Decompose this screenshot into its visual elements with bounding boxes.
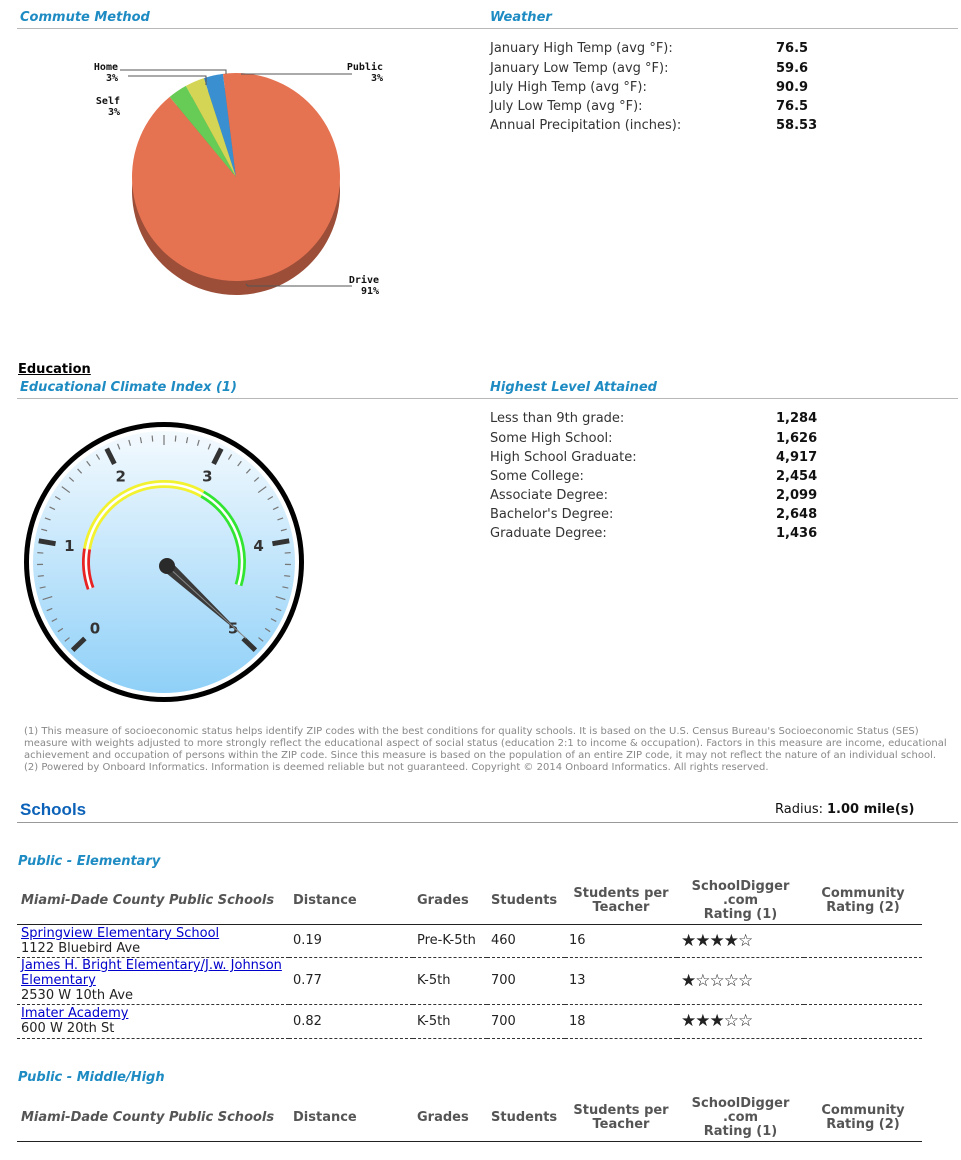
schooldigger-rating-header: SchoolDigger .com Rating (1) — [691, 878, 790, 922]
school-address: 600 W 20th St — [21, 1021, 115, 1036]
school-link[interactable]: Springview Elementary School — [21, 925, 220, 941]
gauge-minor-tick — [38, 576, 44, 577]
climate-index-title: Educational Climate Index (1) — [20, 380, 237, 395]
middle-high-table — [17, 1095, 922, 1142]
education-level-value: 1,626 — [776, 431, 818, 446]
education-level-label: High School Graduate: — [490, 450, 637, 465]
weather-label: January High Temp (avg °F): — [490, 41, 673, 56]
weather-value: 59.6 — [776, 61, 809, 76]
pie-label-self: Self 3% — [95, 96, 120, 118]
elementary-table — [17, 878, 922, 1039]
gauge-label: 0 — [89, 619, 101, 638]
school-cell — [17, 1004, 289, 1038]
students-per-teacher-header: Students per Teacher — [573, 1102, 669, 1132]
radius-info — [775, 802, 914, 817]
education-level-value: 4,917 — [776, 450, 818, 465]
students-header: Students — [491, 1110, 558, 1126]
education-level-value: 1,436 — [776, 526, 818, 541]
pie-label-drive: Drive 91% — [348, 275, 379, 297]
district-header: Miami-Dade County Public Schools — [21, 1110, 275, 1126]
star-rating: ★☆☆☆☆ — [681, 970, 753, 991]
schools-title: Schools — [20, 800, 87, 819]
weather-label: January Low Temp (avg °F): — [490, 61, 669, 76]
table-header-row — [17, 1095, 922, 1141]
gauge-major-tick — [39, 541, 56, 544]
weather-label: July High Temp (avg °F): — [490, 80, 647, 95]
gauge-minor-tick — [152, 436, 153, 442]
footnote-1: (1) This measure of socioeconomic status helps identify ZIP codes with the best conditions for quality schools. It is based on the U.S. Census Bureau's Socioeconomic Status (SES) measure with weights adjusted to more strongly reflect the educational aspect of social status (education 2:1 to income & occupation). Factors in this measure are income, educational achievement and occupation of persons within the ZIP code. Since this measure is based on the population of an entire ZIP code, it may not reflect the nature of an individual school. — [24, 726, 947, 761]
education-level-value: 1,284 — [776, 411, 818, 426]
footnote-2: (2) Powered by Onboard Informatics. Information is deemed reliable but not guaranteed. Copyright © 2014 Onboard Informatics. All rights reserved. — [24, 762, 769, 773]
students-header: Students — [491, 893, 558, 909]
distance-cell: 0.19 — [293, 933, 322, 948]
grades-cell: Pre-K-5th — [417, 933, 476, 948]
highest-level-title: Highest Level Attained — [490, 380, 657, 395]
education-level-value: 2,648 — [776, 507, 818, 522]
grades-header: Grades — [417, 1110, 469, 1126]
elementary-title: Public - Elementary — [18, 854, 161, 869]
students-per-teacher-header: Students per Teacher — [573, 885, 669, 915]
pie-label-home: Home 3% — [93, 62, 118, 84]
distance-cell: 0.82 — [293, 1013, 322, 1029]
community-rating-cell — [804, 957, 922, 1004]
gauge-label: 4 — [253, 536, 264, 555]
weather-value: 90.9 — [776, 80, 809, 95]
gauge-hub — [159, 558, 175, 574]
education-level-label: Less than 9th grade: — [490, 411, 625, 426]
education-level-label: Bachelor's Degree: — [490, 507, 614, 522]
education-level-label: Associate Degree: — [490, 488, 609, 503]
distance-header: Distance — [293, 1110, 357, 1126]
gauge-major-tick — [272, 541, 289, 544]
grades-cell: K-5th — [417, 973, 451, 988]
table-row — [17, 924, 922, 957]
distance-header: Distance — [293, 893, 357, 909]
weather-value: 76.5 — [776, 99, 809, 114]
star-rating: ★★★☆☆ — [681, 1011, 753, 1031]
top-divider — [17, 28, 958, 29]
table-header-row — [17, 878, 922, 924]
middle-high-title: Public - Middle/High — [18, 1070, 165, 1085]
gauge-label: 2 — [115, 467, 126, 486]
gauge-label: 1 — [64, 536, 75, 555]
education-heading: Education — [18, 362, 91, 377]
weather-label: Annual Precipitation (inches): — [490, 118, 682, 133]
school-cell — [17, 957, 289, 1004]
grades-header: Grades — [417, 893, 469, 909]
school-address: 2530 W 10th Ave — [21, 988, 134, 1003]
footnote — [24, 726, 954, 774]
spt-cell: 16 — [569, 933, 586, 948]
radius-value: 1.00 mile(s) — [826, 802, 915, 817]
school-address: 1122 Bluebird Ave — [21, 940, 141, 956]
education-level-value: 2,454 — [776, 469, 818, 484]
table-row — [17, 957, 922, 1004]
spt-cell: 18 — [569, 1013, 586, 1029]
weather-title: Weather — [490, 10, 552, 25]
commute-method-title: Commute Method — [20, 10, 150, 25]
radius-label: Radius: — [775, 802, 823, 817]
schooldigger-rating-header: SchoolDigger .com Rating (1) — [691, 1095, 790, 1139]
community-rating-header: Community Rating (2) — [821, 885, 905, 915]
gauge-label: 5 — [227, 619, 239, 638]
pie-leader-line — [120, 70, 226, 74]
schools-divider — [17, 822, 958, 823]
community-rating-cell — [804, 924, 922, 957]
school-cell — [17, 924, 289, 957]
commute-pie-chart — [0, 30, 480, 340]
students-cell: 700 — [491, 1013, 516, 1029]
students-cell: 460 — [491, 933, 516, 948]
grades-cell: K-5th — [417, 1013, 451, 1029]
climate-index-gauge — [20, 420, 312, 712]
distance-cell: 0.77 — [293, 973, 322, 988]
table-row — [17, 1004, 922, 1038]
weather-label: July Low Temp (avg °F): — [490, 99, 643, 114]
education-level-value: 2,099 — [776, 488, 818, 503]
education-level-label: Some College: — [490, 469, 584, 484]
pie-label-public: Public 3% — [346, 62, 383, 84]
education-level-label: Graduate Degree: — [490, 526, 607, 541]
students-cell: 700 — [491, 973, 516, 988]
gauge-minor-tick — [284, 576, 290, 577]
education-level-label: Some High School: — [490, 431, 613, 446]
spt-cell: 13 — [569, 973, 586, 988]
weather-value: 58.53 — [776, 118, 818, 133]
weather-value: 76.5 — [776, 41, 809, 56]
gauge-minor-tick — [175, 436, 176, 442]
community-rating-cell — [804, 1004, 922, 1038]
star-rating: ★★★★☆ — [681, 930, 753, 951]
school-link[interactable]: Imater Academy — [21, 1006, 129, 1021]
district-header: Miami-Dade County Public Schools — [21, 893, 275, 909]
education-divider — [17, 398, 958, 399]
school-link[interactable]: James H. Bright Elementary/J.w. Johnson Elementary — [21, 958, 282, 988]
gauge-label: 3 — [202, 467, 213, 486]
community-rating-header: Community Rating (2) — [821, 1102, 905, 1132]
